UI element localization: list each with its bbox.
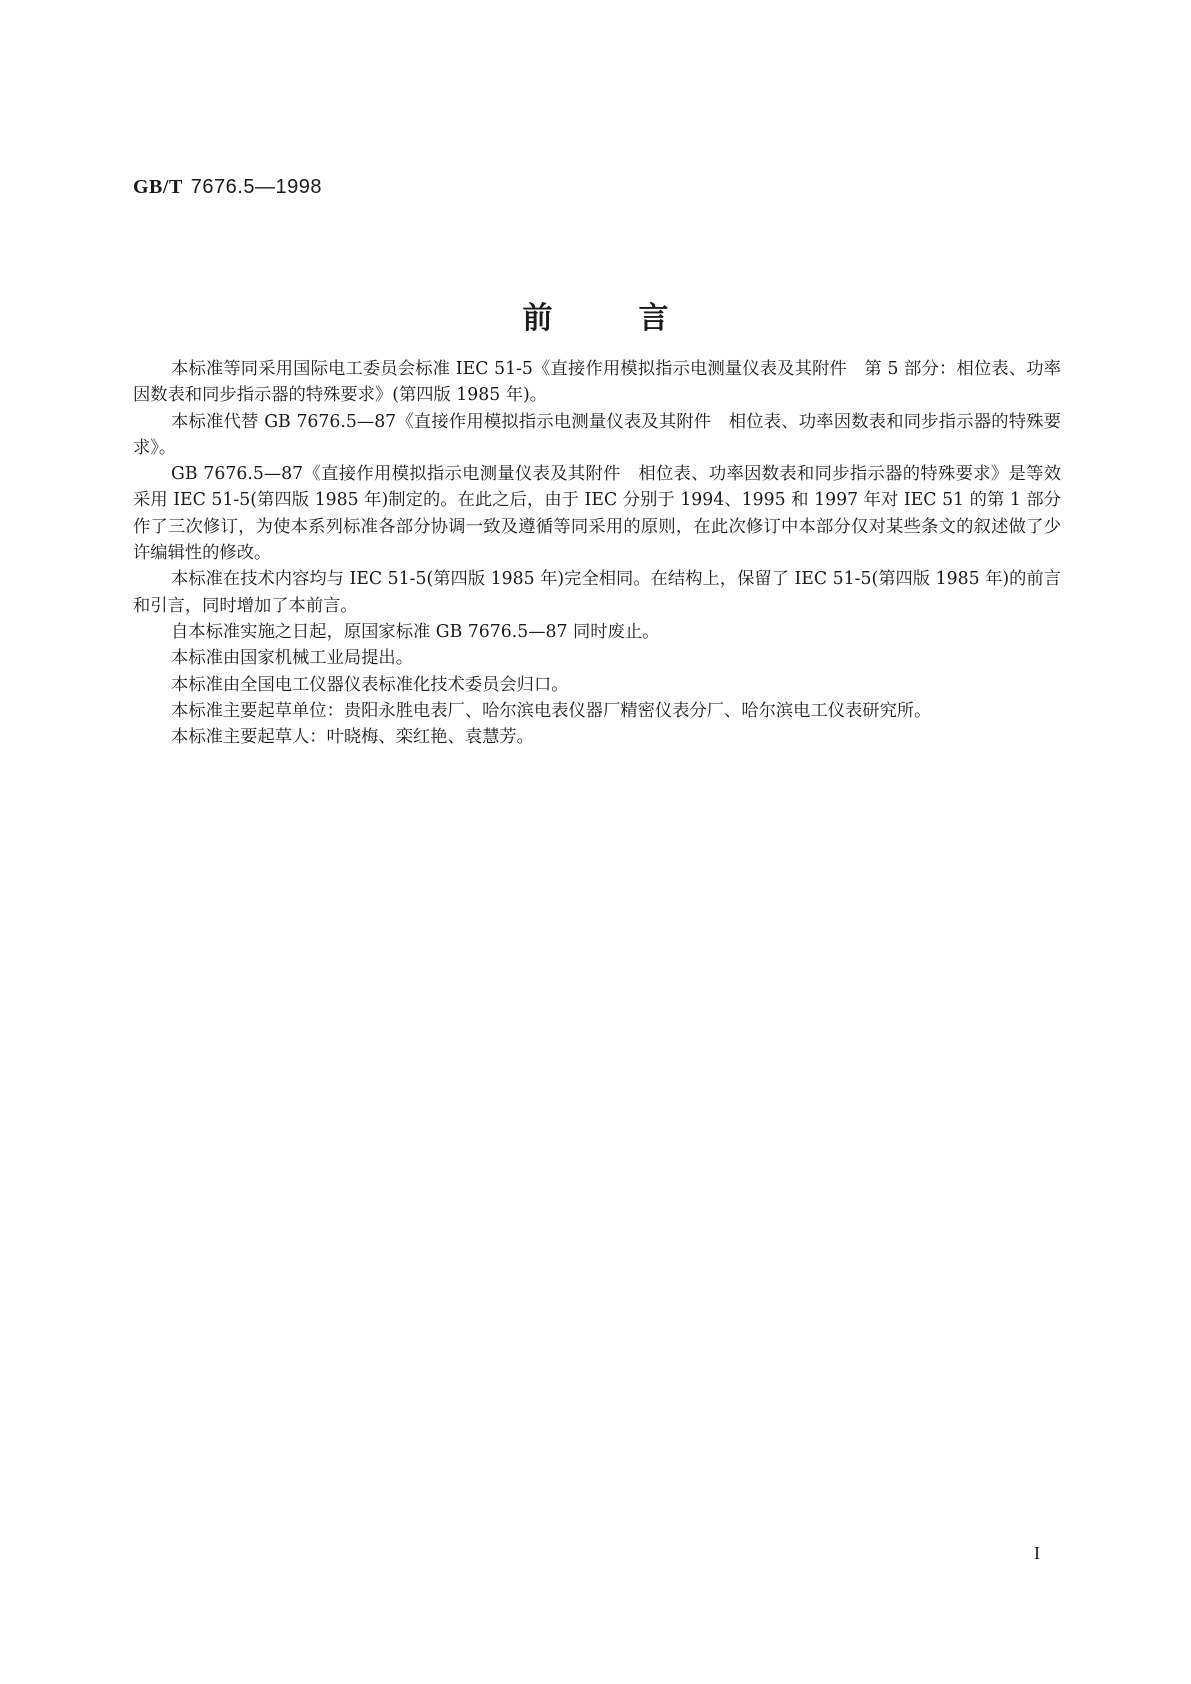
page-number: I [1034, 1543, 1040, 1563]
standard-number: 7676.5—1998 [190, 176, 322, 198]
paragraph-adoption: 本标准等同采用国际电工委员会标准 IEC 51-5《直接作用模拟指示电测量仪表及其附件 第 5 部分：相位表、功率因数表和同步指示器的特殊要求》(第四版 1985 年)。 [133, 359, 1061, 406]
foreword-body [133, 356, 1061, 750]
paragraph-history: GB 7676.5—87《直接作用模拟指示电测量仪表及其附件 相位表、功率因数表和同步指示器的特殊要求》是等效采用 IEC 51-5(第四版 1985 年)制定的。在此之后，由于 IEC 分别于 1994、1995 和 1997 年对 IEC 51 的第 1 部分作了三次修订，为使本系列标准各部分协调一致及遵循等同采用的原则，在此次修订中本部分仅对某些条文的叙述做了少许编辑性的修改。 [133, 464, 1061, 564]
paragraph-drafting-units: 本标准主要起草单位：贵阳永胜电表厂、哈尔滨电表仪器厂精密仪表分厂、哈尔滨电工仪表研究所。 [171, 700, 932, 721]
title-char-2: 言 [638, 301, 669, 336]
paragraph-abolition: 自本标准实施之日起，原国家标准 GB 7676.5—87 同时废止。 [171, 621, 660, 642]
paragraph-responsible-committee: 本标准由全国电工仪器仪表标准化技术委员会归口。 [171, 674, 569, 695]
paragraph-proposer: 本标准由国家机械工业局提出。 [171, 648, 413, 669]
standard-prefix: GB/T [133, 176, 183, 198]
standard-code-header [133, 176, 322, 199]
page-title [0, 293, 1191, 337]
paragraph-replacement: 本标准代替 GB 7676.5—87《直接作用模拟指示电测量仪表及其附件 相位表、功率因数表和同步指示器的特殊要求》。 [133, 411, 1061, 458]
paragraph-technical-content: 本标准在技术内容均与 IEC 51-5(第四版 1985 年)完全相同。在结构上，保留了 IEC 51-5(第四版 1985 年)的前言和引言，同时增加了本前言。 [133, 569, 1061, 616]
title-char-1: 前 [522, 301, 553, 336]
paragraph-drafters: 本标准主要起草人：叶晓梅、栾红艳、袁慧芳。 [171, 727, 534, 748]
